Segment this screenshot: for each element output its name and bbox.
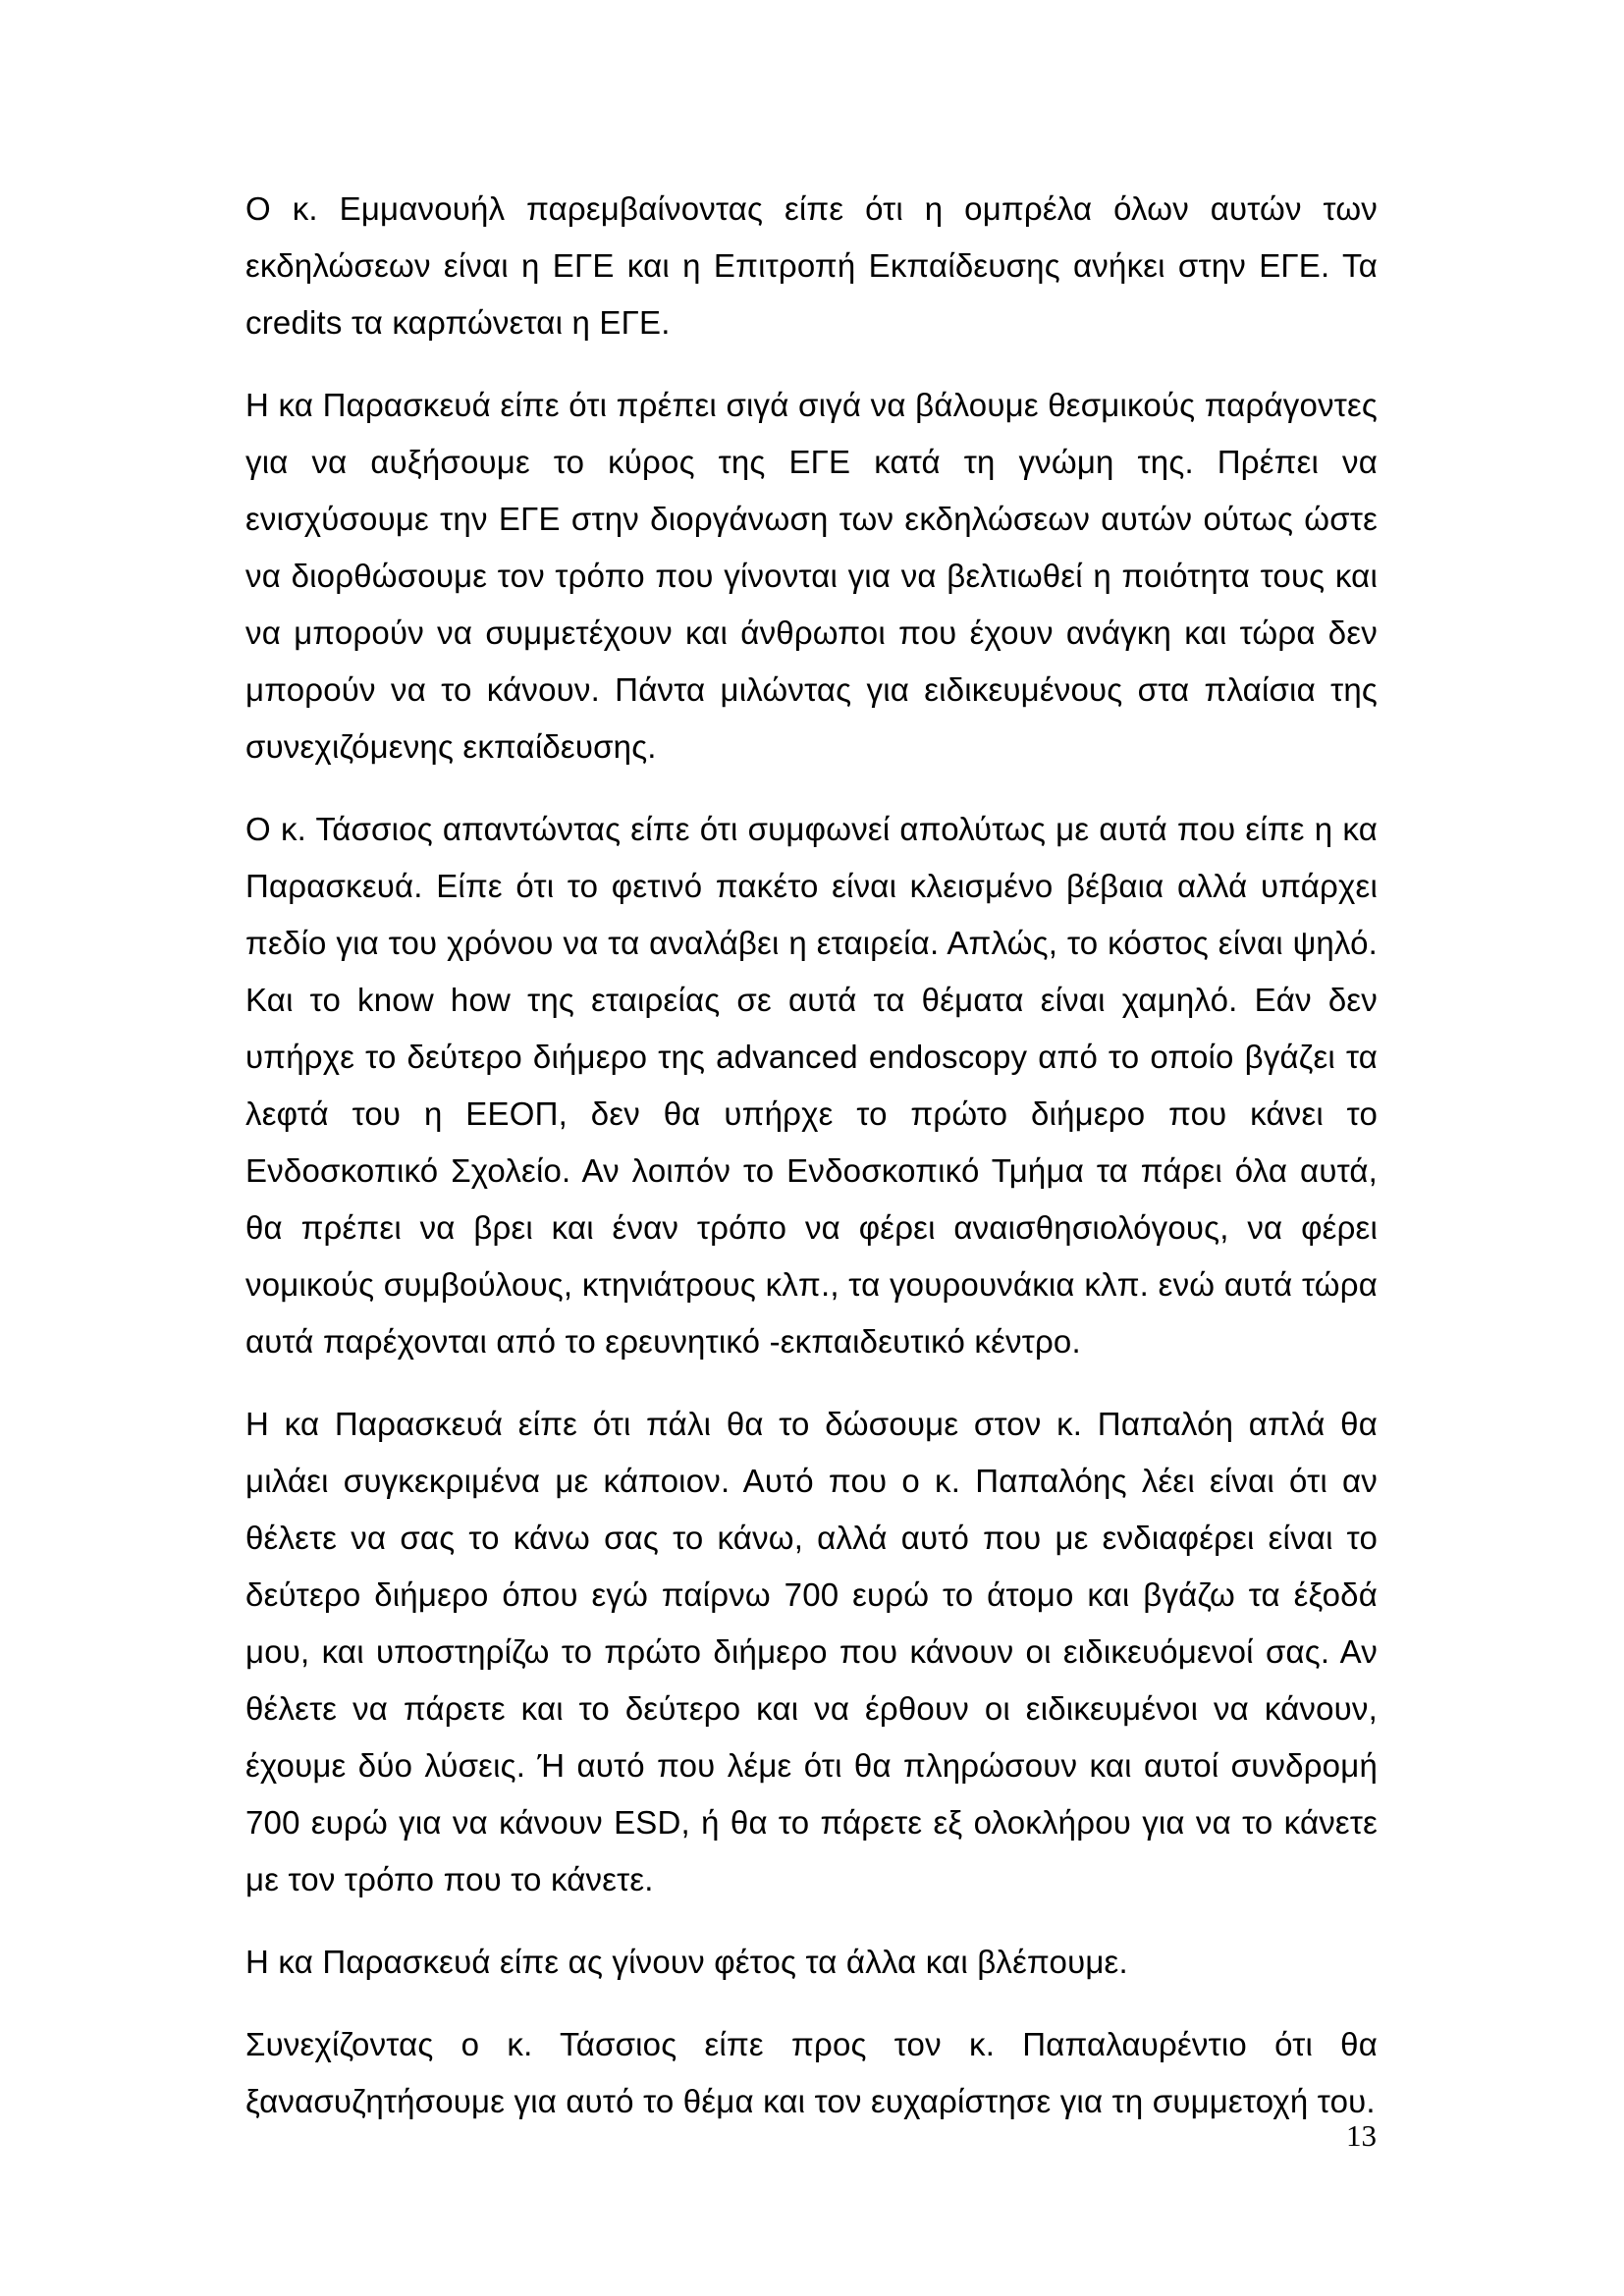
paragraph-emmanouil: Ο κ. Εμμανουήλ παρεμβαίνοντας είπε ότι η ομπρέλα όλων αυτών των εκδηλώσεων είναι η ΕΓΕ και η Επιτροπή Εκπαίδευσης ανήκει στην ΕΓΕ. Τα credits τα καρπώνεται η ΕΓΕ.	[245, 190, 1378, 341]
paragraph-paraskeva-3: Η κα Παρασκευά είπε ας γίνουν φέτος τα άλλα και βλέπουμε.	[245, 1944, 1128, 1980]
document-body	[245, 181, 1378, 2130]
paragraph-paraskeva-1: Η κα Παρασκευά είπε ότι πρέπει σιγά σιγά να βάλουμε θεσμικούς παράγοντες για να αυξήσουμε το κύρος της ΕΓΕ κατά τη γνώμη της. Πρέπει να ενισχύσουμε την ΕΓΕ στην διοργάνωση των εκδηλώσεων αυτών ούτως ώστε να διορθώσουμε τον τρόπο που γίνονται για να βελτιωθεί η ποιότητα τους και να μπορούν να συμμετέχουν και άνθρωποι που έχουν ανάγκη και τώρα δεν μπορούν να το κάνουν. Πάντα μιλώντας για ειδικευμένους στα πλαίσια της συνεχιζόμενης εκπαίδευσης.	[245, 387, 1378, 765]
paragraph-tassios-1: Ο κ. Τάσσιος απαντώντας είπε ότι συμφωνεί απολύτως με αυτά που είπε η κα Παρασκευά. Είπε ότι το φετινό πακέτο είναι κλεισμένο βέβαια αλλά υπάρχει πεδίο για του χρόνου να τα αναλάβει η εταιρεία. Απλώς, το κόστος είναι ψηλό. Και το know how της εταιρείας σε αυτά τα θέματα είναι χαμηλό. Εάν δεν υπήρχε το δεύτερο διήμερο της advanced endoscopy από το οποίο βγάζει τα λεφτά του η ΕΕΟΠ, δεν θα υπήρχε το πρώτο διήμερο που κάνει το Ενδοσκοπικό Σχολείο. Αν λοιπόν το Ενδοσκοπικό Τμήμα τα πάρει όλα αυτά, θα πρέπει να βρει και έναν τρόπο να φέρει αναισθησιολόγους, να φέρει νομικούς συμβούλους, κτηνιάτρους κλπ., τα γουρουνάκια κλπ. ενώ αυτά τώρα αυτά παρέχονται από το ερευνητικό -εκπαιδευτικό κέντρο.	[245, 811, 1378, 1360]
paragraph-tassios-2: Συνεχίζοντας ο κ. Τάσσιος είπε προς τον κ. Παπαλαυρέντιο ότι θα ξανασυζητήσουμε για αυτό το θέμα και τον ευχαρίστησε για τη συμμετοχή του.	[245, 2026, 1378, 2119]
page-number: 13	[1346, 2118, 1377, 2153]
paragraph-paraskeva-2: Η κα Παρασκευά είπε ότι πάλι θα το δώσουμε στον κ. Παπαλόη απλά θα μιλάει συγκεκριμένα με κάποιον. Αυτό που ο κ. Παπαλόης λέει είναι ότι αν θέλετε να σας το κάνω σας το κάνω, αλλά αυτό που με ενδιαφέρει είναι το δεύτερο διήμερο όπου εγώ παίρνω 700 ευρώ το άτομο και βγάζω τα έξοδά μου, και υποστηρίζω το πρώτο διήμερο που κάνουν οι ειδικευόμενοί σας. Αν θέλετε να πάρετε και το δεύτερο και να έρθουν οι ειδικευμένοι να κάνουν, έχουμε δύο λύσεις. Ή αυτό που λέμε ότι θα πληρώσουν και αυτοί συνδρομή 700 ευρώ για να κάνουν ESD, ή θα το πάρετε εξ ολοκλήρου για να το κάνετε με τον τρόπο που το κάνετε.	[245, 1406, 1378, 1897]
